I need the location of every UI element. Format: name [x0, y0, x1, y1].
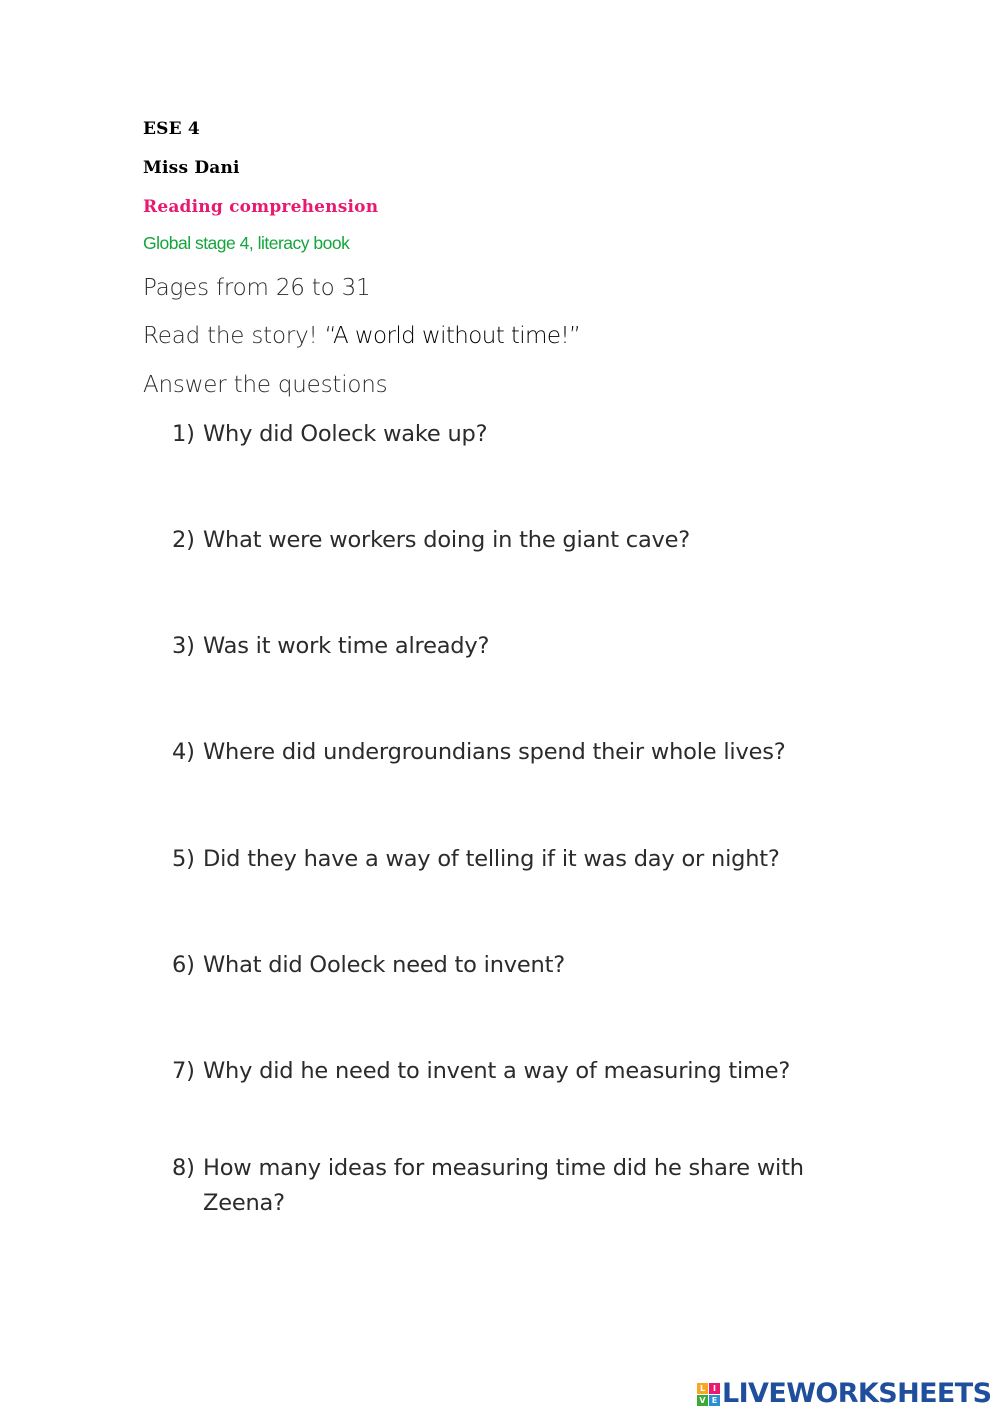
question-text: Why did Ooleck wake up? [203, 421, 488, 447]
logo-letter-l: L [697, 1383, 708, 1394]
logo-letter-i: I [709, 1383, 720, 1394]
question-3 [172, 629, 812, 664]
class-name: ESE 4 [143, 119, 200, 139]
teacher-name: Miss Dani [143, 158, 240, 178]
question-text: Why did he need to invent a way of measuring time? [203, 1058, 791, 1084]
logo-letter-e: E [709, 1395, 720, 1406]
pages-range: Pages from 26 to 31 [143, 275, 371, 301]
question-number: 5) [172, 846, 195, 872]
question-text: Was it work time already? [203, 633, 490, 659]
answer-instruction: Answer the questions [143, 372, 388, 398]
question-number: 4) [172, 739, 195, 765]
read-prefix: Read the story! [143, 323, 325, 349]
read-instruction [143, 323, 580, 349]
question-5 [172, 842, 812, 877]
question-6 [172, 948, 812, 983]
question-7 [172, 1054, 812, 1089]
question-number: 6) [172, 952, 195, 978]
question-number: 2) [172, 527, 195, 553]
liveworksheets-logo[interactable] [697, 1378, 991, 1410]
book-reference: Global stage 4, literacy book [143, 233, 350, 253]
question-number: 7) [172, 1058, 195, 1084]
question-number: 1) [172, 421, 195, 447]
question-text: What did Ooleck need to invent? [203, 952, 565, 978]
question-text: Where did undergroundians spend their whole lives? [203, 739, 786, 765]
question-text: What were workers doing in the giant cave? [203, 527, 691, 553]
question-8 [172, 1151, 812, 1221]
question-number: 3) [172, 633, 195, 659]
question-text: Did they have a way of telling if it was day or night? [203, 846, 780, 872]
question-text: How many ideas for measuring time did he share with Zeena? [203, 1155, 804, 1216]
logo-text: LIVEWORKSHEETS [722, 1378, 992, 1409]
question-1 [172, 417, 812, 452]
question-4 [172, 735, 812, 770]
story-title: “A world without time!” [324, 323, 581, 349]
question-number: 8) [172, 1155, 195, 1181]
question-2 [172, 523, 812, 558]
liveworksheets-logo-icon [697, 1383, 720, 1406]
subject-title: Reading comprehension [143, 197, 379, 217]
logo-letter-v: V [697, 1395, 708, 1406]
